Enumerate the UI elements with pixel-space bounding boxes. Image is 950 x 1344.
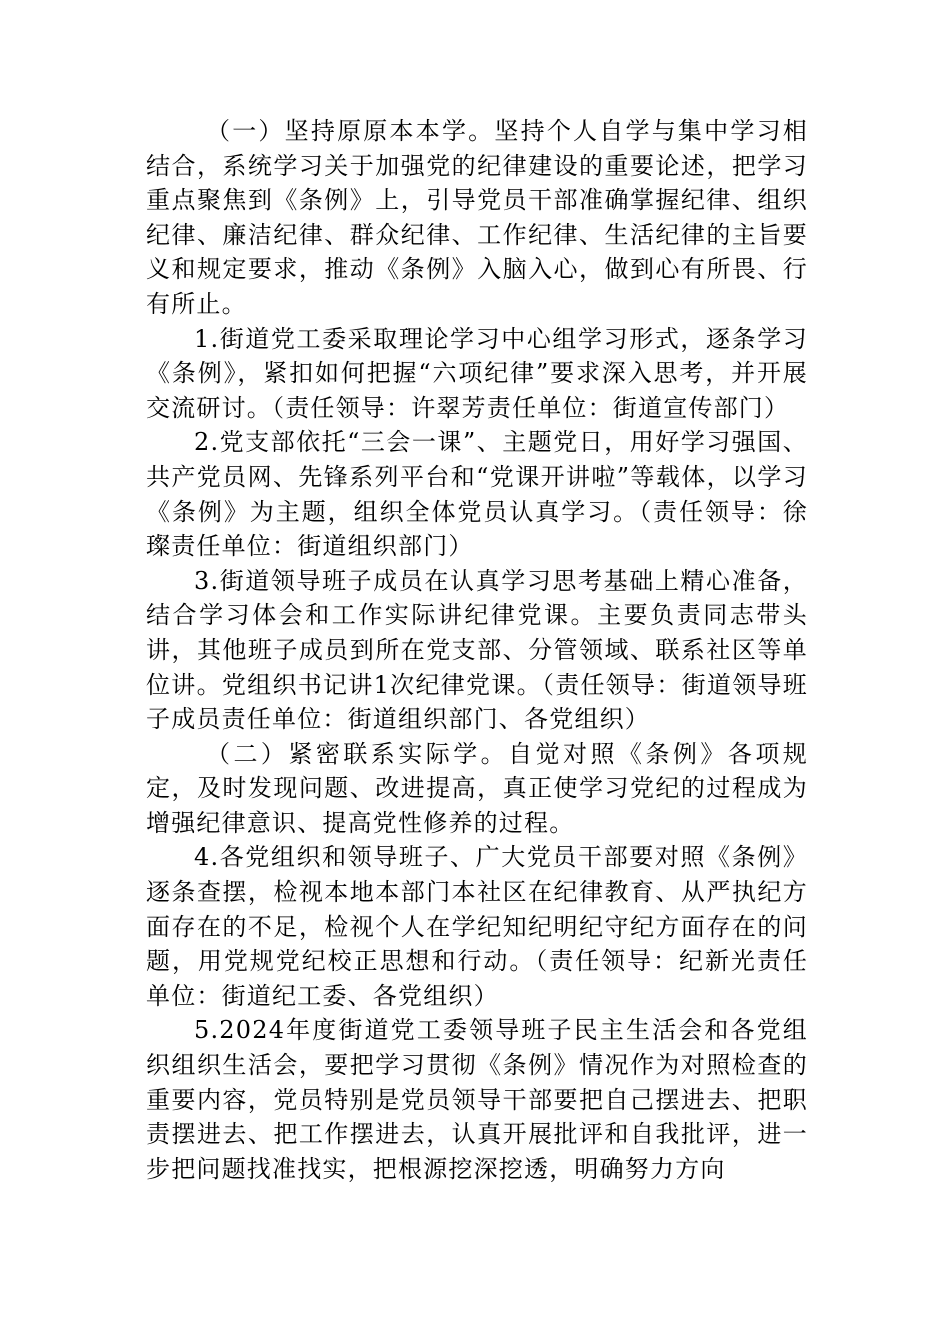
item-4-paragraph: 4.各党组织和领导班子、广大党员干部要对照《条例》逐条查摆，检视本地本部门本社区在纪律教育、从严执纪方面存在的不足，检视个人在学纪知纪明纪守纪方面存在的问题，用党规党纪校正思想和行动。（责任领导：纪新光责任单位：街道纪工委、各党组织） (146, 843, 808, 1010)
section-one-paragraph: （一）坚持原原本本学。坚持个人自学与集中学习相结合，系统学习关于加强党的纪律建设的重要论述，把学习重点聚焦到《条例》上，引导党员干部准确掌握纪律、组织纪律、廉洁纪律、群众纪律、工作纪律、生活纪律的主旨要义和规定要求，推动《条例》入脑入心，做到心有所畏、行有所止。 (146, 117, 808, 318)
document-body (146, 114, 808, 1186)
item-3-paragraph: 3.街道领导班子成员在认真学习思考基础上精心准备，结合学习体会和工作实际讲纪律党课。主要负责同志带头讲，其他班子成员到所在党支部、分管领域、联系社区等单位讲。党组织书记讲1次纪律党课。（责任领导：街道领导班子成员责任单位：街道组织部门、各党组织） (146, 566, 808, 734)
item-5-paragraph: 5.2024年度街道党工委领导班子民主生活会和各党组织组织生活会，要把学习贯彻《条例》情况作为对照检查的重要内容，党员特别是党员领导干部要把自己摆进去、把职责摆进去、把工作摆进去，认真开展批评和自我批评，进一步把问题找准找实，把根源挖深挖透，明确努力方向 (146, 1016, 808, 1183)
item-2-paragraph: 2.党支部依托“三会一课”、主题党日，用好学习强国、共产党员网、先锋系列平台和“党课开讲啦”等载体，以学习《条例》为主题，组织全体党员认真学习。（责任领导：徐璨责任单位：街道组织部门） (146, 428, 808, 561)
section-two-paragraph: （二）紧密联系实际学。自觉对照《条例》各项规定，及时发现问题、改进提高，真正使学习党纪的过程成为增强纪律意识、提高党性修养的过程。 (146, 739, 808, 837)
item-1-paragraph: 1.街道党工委采取理论学习中心组学习形式，逐条学习《条例》，紧扣如何把握“六项纪律”要求深入思考，并开展交流研讨。（责任领导：许翠芳责任单位：街道宣传部门） (146, 324, 808, 422)
